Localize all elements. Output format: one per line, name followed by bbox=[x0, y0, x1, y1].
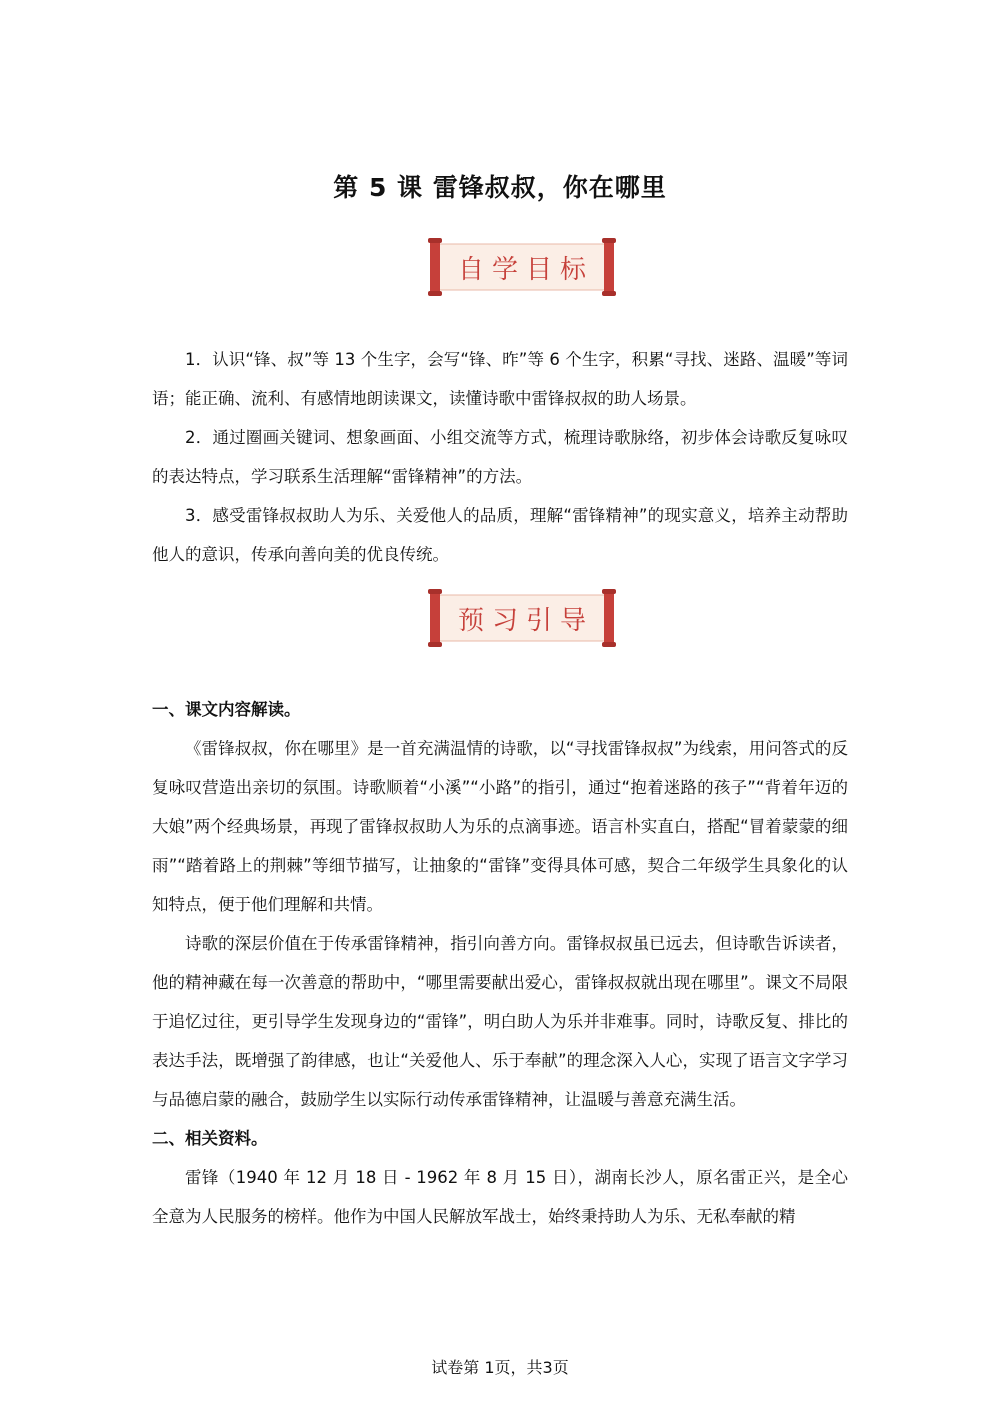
goal-item-2: 2．通过圈画关键词、想象画面、小组交流等方式，梳理诗歌脉络，初步体会诗歌反复咏叹的表达特点，学习联系生活理解“雷锋精神”的方法。 bbox=[152, 428, 848, 486]
goals-banner bbox=[426, 238, 618, 296]
page-title: 第 5 课 雷锋叔叔，你在哪里 bbox=[333, 173, 667, 202]
goal-item-1: 1．认识“锋、叔”等 13 个生字，会写“锋、昨”等 6 个生字，积累“寻找、迷路、温暖”等词语；能正确、流利、有感情地朗读课文，读懂诗歌中雷锋叔叔的助人场景。 bbox=[152, 350, 848, 408]
section-heading-2: 二、相关资料。 bbox=[152, 1129, 268, 1148]
goal-item-3: 3．感受雷锋叔叔助人为乐、关爱他人的品质，理解“雷锋精神”的现实意义，培养主动帮助他人的意识，传承向善向美的优良传统。 bbox=[152, 506, 848, 564]
section2-paragraph-1: 雷锋（1940 年 12 月 18 日 - 1962 年 8 月 15 日），湖南长沙人，原名雷正兴，是全心全意为人民服务的榜样。他作为中国人民解放军战士，始终秉持助人为乐、无私奉献的精 bbox=[152, 1168, 848, 1226]
page-footer: 试卷第 1页，共3页 bbox=[431, 1358, 569, 1377]
section-heading-1: 一、课文内容解读。 bbox=[152, 700, 301, 719]
content-body bbox=[152, 690, 848, 1236]
goals-list bbox=[152, 340, 848, 574]
section1-paragraph-1: 《雷锋叔叔，你在哪里》是一首充满温情的诗歌，以“寻找雷锋叔叔”为线索，用问答式的反复咏叹营造出亲切的氛围。诗歌顺着“小溪”“小路”的指引，通过“抱着迷路的孩子”“背着年迈的大娘”两个经典场景，再现了雷锋叔叔助人为乐的点滴事迹。语言朴实直白，搭配“冒着蒙蒙的细雨”“踏着路上的荆棘”等细节描写，让抽象的“雷锋”变得具体可感，契合二年级学生具象化的认知特点，便于他们理解和共情。 bbox=[152, 739, 848, 914]
preview-banner-label: 预习引导 bbox=[457, 606, 594, 636]
goals-banner-label: 自学目标 bbox=[457, 255, 594, 285]
preview-banner bbox=[426, 589, 618, 647]
section1-paragraph-2: 诗歌的深层价值在于传承雷锋精神，指引向善方向。雷锋叔叔虽已远去，但诗歌告诉读者，他的精神藏在每一次善意的帮助中，“哪里需要献出爱心，雷锋叔叔就出现在哪里”。课文不局限于追忆过往，更引导学生发现身边的“雷锋”，明白助人为乐并非难事。同时，诗歌反复、排比的表达手法，既增强了韵律感，也让“关爱他人、乐于奉献”的理念深入人心，实现了语言文字学习与品德启蒙的融合，鼓励学生以实际行动传承雷锋精神，让温暖与善意充满生活。 bbox=[152, 934, 848, 1109]
